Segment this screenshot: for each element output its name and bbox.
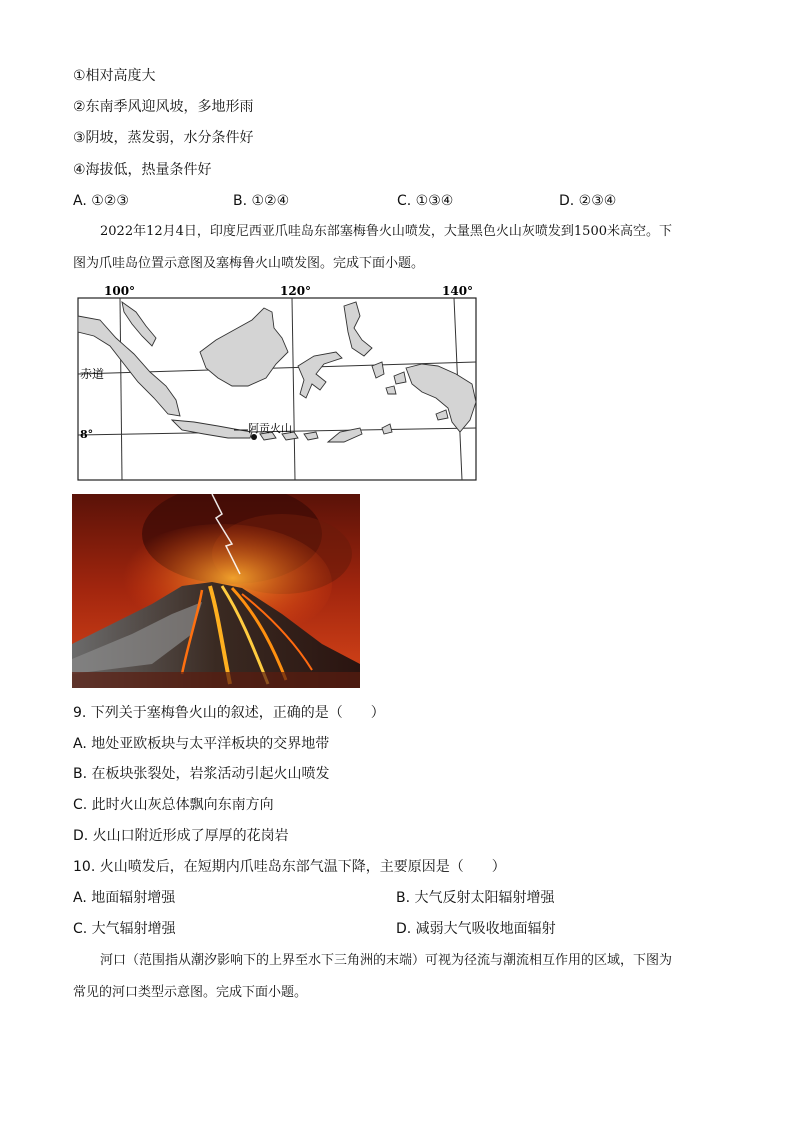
volcano-eruption-photo — [72, 494, 360, 688]
q9-option-b[interactable]: B. 在板块张裂处，岩浆活动引起火山喷发 — [73, 766, 330, 782]
q10-option-b[interactable]: B. 大气反射太阳辐射增强 — [396, 890, 555, 906]
q9-option-c[interactable]: C. 此时火山灰总体飘向东南方向 — [73, 797, 274, 813]
statement-2: ②东南季风迎风坡，多地形雨 — [73, 99, 254, 115]
equator-label: 赤道 — [80, 367, 105, 381]
statement-3: ③阴坡，蒸发弱，水分条件好 — [73, 130, 254, 146]
option-a[interactable]: A. ①②③ — [73, 193, 129, 209]
passage-1-line-2: 图为爪哇岛位置示意图及塞梅鲁火山喷发图。完成下面小题。 — [73, 256, 425, 271]
lon-label-140: 140° — [442, 284, 474, 298]
q9-option-d[interactable]: D. 火山口附近形成了厚厚的花岗岩 — [73, 828, 289, 844]
q10-option-c[interactable]: C. 大气辐射增强 — [73, 921, 176, 937]
q9-stem: 9. 下列关于塞梅鲁火山的叙述，正确的是（ ） — [73, 705, 385, 721]
lon-label-120: 120° — [280, 284, 312, 298]
option-c[interactable]: C. ①③④ — [397, 193, 454, 209]
passage-1-line-1: 2022年12月4日，印度尼西亚爪哇岛东部塞梅鲁火山喷发，大量黑色火山灰喷发到1500米高空。下 — [100, 224, 672, 239]
volcano-label: 阿贡火山 — [248, 422, 292, 435]
passage-2-line-2: 常见的河口类型示意图。完成下面小题。 — [73, 985, 308, 1000]
option-d[interactable]: D. ②③④ — [559, 193, 617, 209]
lat-label-8: 8° — [80, 428, 94, 441]
q9-option-a[interactable]: A. 地处亚欧板块与太平洋板块的交界地带 — [73, 736, 330, 752]
lon-label-100: 100° — [104, 284, 136, 298]
q10-option-d[interactable]: D. 减弱大气吸收地面辐射 — [396, 921, 556, 937]
java-location-map — [76, 282, 478, 482]
passage-2-line-1: 河口（范围指从潮汐影响下的上界至水下三角洲的末端）可视为径流与潮流相互作用的区域，下图为 — [100, 953, 673, 968]
q10-stem: 10. 火山喷发后，在短期内爪哇岛东部气温下降，主要原因是（ ） — [73, 859, 506, 875]
q10-option-a[interactable]: A. 地面辐射增强 — [73, 890, 176, 906]
statement-1: ①相对高度大 — [73, 68, 156, 84]
option-b[interactable]: B. ①②④ — [233, 193, 290, 209]
statement-4: ④海拔低，热量条件好 — [73, 162, 212, 178]
